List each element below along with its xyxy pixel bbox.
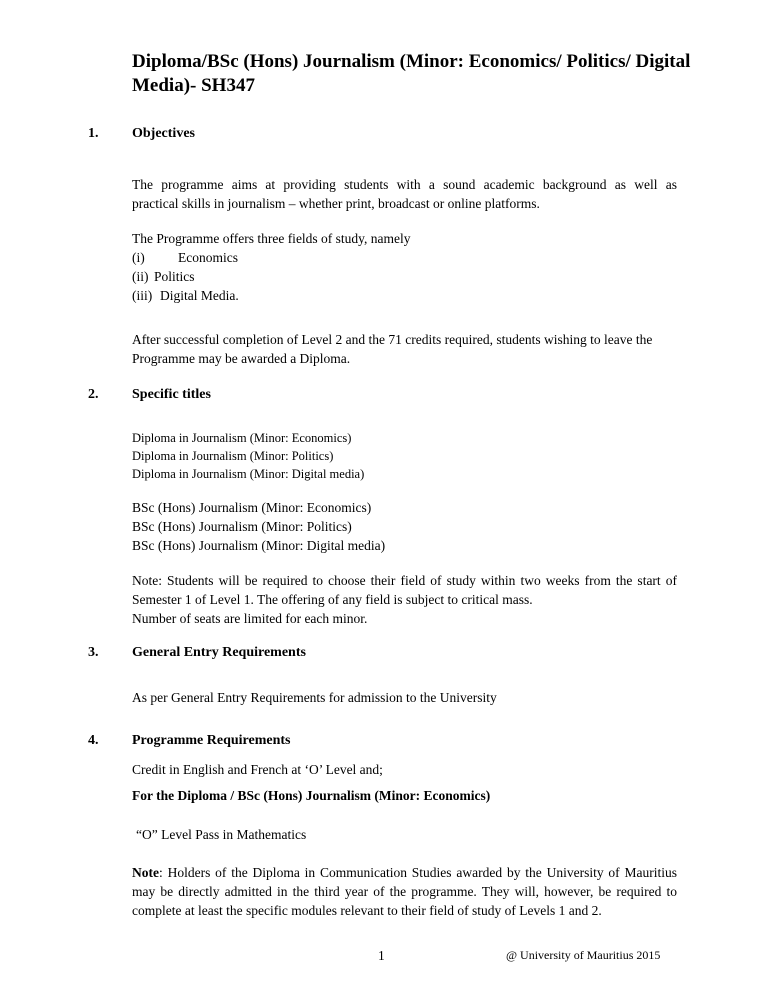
bsc-title: BSc (Hons) Journalism (Minor: Digital media) xyxy=(132,538,386,553)
document-title xyxy=(132,50,692,98)
bsc-title: BSc (Hons) Journalism (Minor: Politics) xyxy=(132,519,352,534)
section-1-heading: Objectives xyxy=(132,126,195,141)
direct-admission-note xyxy=(132,863,677,920)
section-4-heading: Programme Requirements xyxy=(132,733,291,748)
objectives-paragraph xyxy=(132,175,677,213)
programme-requirements-line-2: For the Diploma / BSc (Hons) Journalism (Minor: Economics) xyxy=(132,788,491,803)
copyright-footer: @ University of Mauritius 2015 xyxy=(506,948,661,962)
field-item xyxy=(132,267,677,286)
section-1-number: 1. xyxy=(88,126,99,141)
field-item xyxy=(132,286,677,305)
diploma-title: Diploma in Journalism (Minor: Digital media) xyxy=(132,467,365,481)
note-line-3: Number of seats are limited for each minor. xyxy=(132,611,368,626)
field-number: (ii) xyxy=(132,269,149,284)
diploma-exit-line-2: Programme may be awarded a Diploma. xyxy=(132,351,351,366)
fields-intro: The Programme offers three fields of study, namely xyxy=(132,231,411,246)
direct-admission-line-1 xyxy=(132,863,677,882)
bsc-title: BSc (Hons) Journalism (Minor: Economics) xyxy=(132,500,372,515)
bsc-titles-list xyxy=(132,498,677,555)
specific-titles-note xyxy=(132,571,677,628)
section-3-number: 3. xyxy=(88,645,99,660)
maths-requirement: “O” Level Pass in Mathematics xyxy=(136,827,307,842)
direct-admission-line-3: complete at least the specific modules relevant to their field of study of Levels 1 and 2. xyxy=(132,903,602,918)
section-2-heading: Specific titles xyxy=(132,387,211,402)
diploma-titles-list xyxy=(132,429,677,483)
field-label: Economics xyxy=(178,250,238,265)
field-number: (i) xyxy=(132,250,145,265)
field-item xyxy=(132,248,677,267)
programme-requirements-line-1: Credit in English and French at ‘O’ Level and; xyxy=(132,762,383,777)
note-line-2: Semester 1 of Level 1. The offering of any field is subject to critical mass. xyxy=(132,592,533,607)
fields-of-study xyxy=(132,229,677,305)
section-4-number: 4. xyxy=(88,733,99,748)
title-line-2: Media)- SH347 xyxy=(132,75,255,96)
title-line-1: Diploma/BSc (Hons) Journalism (Minor: Economics/ Politics/ Digital xyxy=(132,51,691,72)
objectives-line-2: practical skills in journalism – whether print, broadcast or online platforms. xyxy=(132,196,540,211)
note-line-1: Note: Students will be required to choose their field of study within two weeks from the start of xyxy=(132,573,677,588)
section-3-heading: General Entry Requirements xyxy=(132,645,306,660)
diploma-exit-paragraph xyxy=(132,330,677,368)
note-label: Note xyxy=(132,865,159,880)
diploma-title: Diploma in Journalism (Minor: Economics) xyxy=(132,431,352,445)
entry-requirements-text: As per General Entry Requirements for admission to the University xyxy=(132,690,497,705)
direct-admission-line-2: may be directly admitted in the third year of the programme. They will, however, be required to xyxy=(132,884,677,899)
page-number: 1 xyxy=(378,948,385,963)
field-label: Digital Media. xyxy=(160,288,239,303)
field-label: Politics xyxy=(154,269,195,284)
diploma-title: Diploma in Journalism (Minor: Politics) xyxy=(132,449,334,463)
objectives-line-1: The programme aims at providing students with a sound academic background as well as xyxy=(132,177,677,192)
diploma-exit-line-1: After successful completion of Level 2 and the 71 credits required, students wishing to leave the xyxy=(132,332,653,347)
note-text: : Holders of the Diploma in Communication Studies awarded by the University of Mauritius xyxy=(159,865,677,880)
field-number: (iii) xyxy=(132,288,153,303)
section-2-number: 2. xyxy=(88,387,99,402)
